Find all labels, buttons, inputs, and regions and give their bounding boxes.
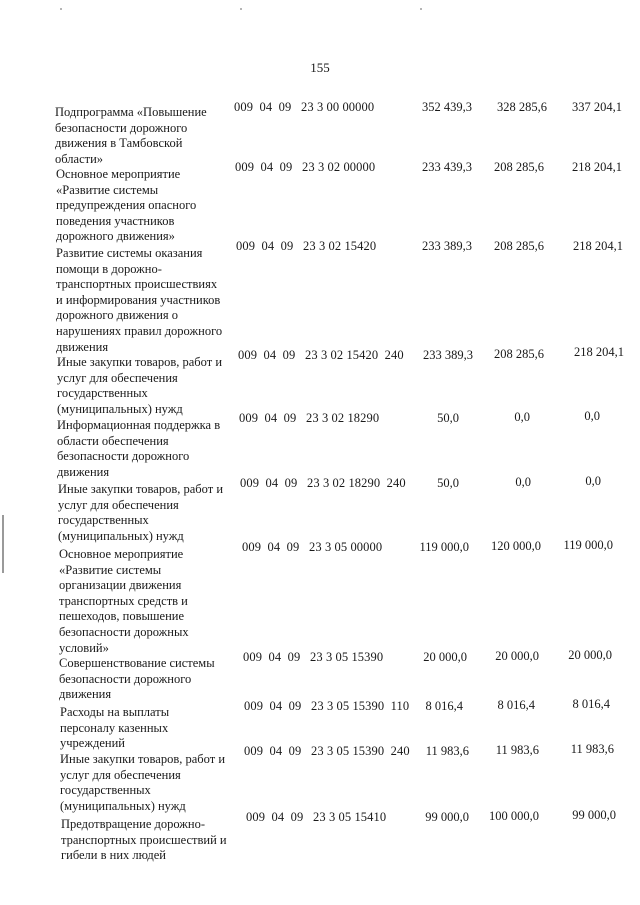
row-value-1: 233 439,3 bbox=[422, 160, 472, 174]
row-value-3: 218 204,1 bbox=[573, 239, 623, 253]
row-code: 009 04 09 23 3 00 00000 bbox=[234, 100, 375, 114]
row-value-2: 208 285,6 bbox=[494, 160, 544, 174]
row-name: Иные закупки товаров, работ и услуг для обеспечения государственных (муниципальных) нужд bbox=[58, 482, 224, 543]
row-value-2: 100 000,0 bbox=[489, 809, 539, 823]
row-name: Совершенствование системы безопасности дорожного движения bbox=[59, 656, 215, 702]
row-value-1: 20 000,0 bbox=[423, 650, 467, 664]
row-code: 009 04 09 23 3 05 00000 bbox=[242, 540, 383, 554]
row-code: 009 04 09 23 3 02 18290 bbox=[239, 411, 380, 425]
row-value-1: 233 389,3 bbox=[422, 239, 472, 253]
row-value-2: 8 016,4 bbox=[497, 698, 535, 712]
row-value-3: 218 204,1 bbox=[574, 345, 624, 359]
row-code: 009 04 09 23 3 02 15420 240 bbox=[238, 348, 404, 362]
row-value-1: 8 016,4 bbox=[425, 699, 463, 713]
row-code: 009 04 09 23 3 05 15390 bbox=[243, 650, 384, 664]
scan-margin-mark bbox=[2, 515, 4, 573]
row-name: Подпрограмма «Повышение безопасности дорожного движения в Тамбовской области» bbox=[55, 105, 207, 166]
row-code: 009 04 09 23 3 05 15390 110 bbox=[244, 699, 410, 713]
row-code: 009 04 09 23 3 05 15410 bbox=[246, 810, 387, 824]
row-name: Предотвращение дорожно- транспортных происшествий и гибели в них людей bbox=[61, 817, 227, 863]
row-code: 009 04 09 23 3 02 18290 240 bbox=[240, 476, 406, 490]
scan-speck bbox=[420, 8, 422, 10]
row-code: 009 04 09 23 3 02 15420 bbox=[236, 239, 377, 253]
row-value-3: 99 000,0 bbox=[572, 808, 616, 822]
row-value-1: 233 389,3 bbox=[423, 348, 473, 362]
row-value-2: 11 983,6 bbox=[495, 743, 539, 757]
row-name: Иные закупки товаров, работ и услуг для обеспечения государственных (муниципальных) нужд bbox=[57, 355, 223, 416]
row-value-2: 120 000,0 bbox=[491, 539, 541, 553]
row-value-3: 337 204,1 bbox=[572, 100, 622, 114]
row-code: 009 04 09 23 3 05 15390 240 bbox=[244, 744, 410, 758]
row-name: Основное мероприятие «Развитие системы предупреждения опасного поведения участников дорожного движения» bbox=[56, 167, 197, 244]
row-value-2: 208 285,6 bbox=[494, 239, 544, 253]
row-value-3: 0,0 bbox=[584, 409, 600, 423]
row-name: Развитие системы оказания помощи в дорожно- транспортных происшествиях и информирования участников дорожного движения о нарушениях правил дорожного движения bbox=[56, 246, 223, 354]
row-name: Информационная поддержка в области обеспечения безопасности дорожного движения bbox=[57, 418, 221, 479]
page-number: 155 bbox=[310, 60, 330, 75]
row-name: Расходы на выплаты персоналу казенных учреждений bbox=[60, 705, 170, 751]
scan-speck bbox=[240, 8, 242, 10]
row-name: Иные закупки товаров, работ и услуг для обеспечения государственных (муниципальных) нужд bbox=[60, 752, 226, 813]
row-value-1: 50,0 bbox=[437, 411, 459, 425]
row-value-3: 20 000,0 bbox=[568, 648, 612, 662]
row-value-2: 328 285,6 bbox=[497, 100, 547, 114]
row-value-3: 11 983,6 bbox=[570, 742, 614, 756]
row-value-3: 218 204,1 bbox=[572, 160, 622, 174]
row-value-2: 20 000,0 bbox=[495, 649, 539, 663]
row-value-1: 352 439,3 bbox=[422, 100, 472, 114]
row-name: Основное мероприятие «Развитие системы организации движения транспортных средств и пешеходов, повышение безопасности дорожных условий» bbox=[59, 547, 189, 655]
row-value-2: 0,0 bbox=[515, 475, 531, 489]
row-value-1: 99 000,0 bbox=[425, 810, 469, 824]
row-value-3: 0,0 bbox=[585, 474, 601, 488]
row-value-3: 119 000,0 bbox=[563, 538, 613, 552]
row-value-3: 8 016,4 bbox=[572, 697, 610, 711]
row-value-1: 11 983,6 bbox=[425, 744, 469, 758]
scan-speck bbox=[60, 8, 62, 10]
row-value-2: 208 285,6 bbox=[494, 347, 544, 361]
row-value-1: 50,0 bbox=[437, 476, 459, 490]
row-code: 009 04 09 23 3 02 00000 bbox=[235, 160, 376, 174]
row-value-2: 0,0 bbox=[514, 410, 530, 424]
row-value-1: 119 000,0 bbox=[419, 540, 469, 554]
